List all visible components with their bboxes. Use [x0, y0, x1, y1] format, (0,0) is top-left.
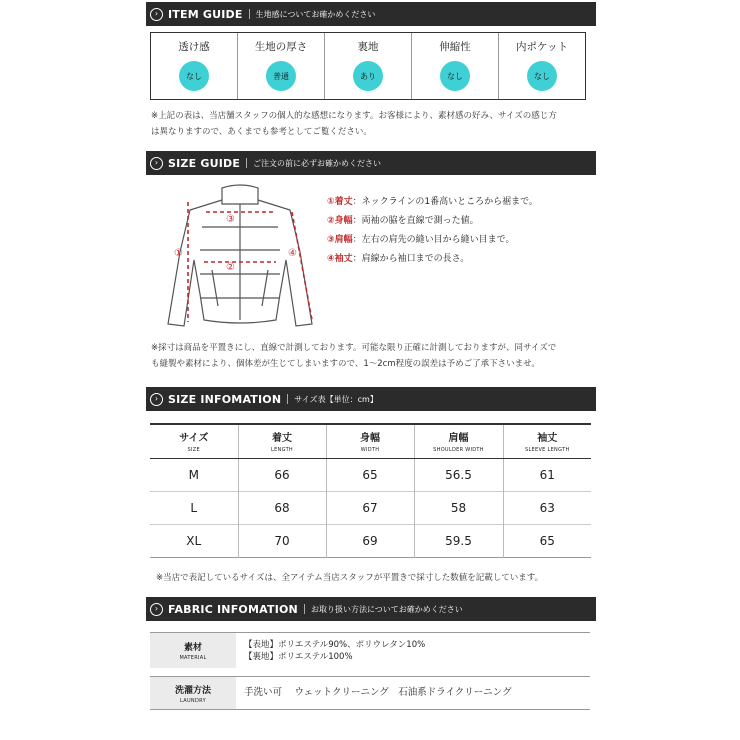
- size-info-header: [146, 387, 596, 411]
- size-legend: [327, 193, 538, 269]
- laundry-row: [150, 676, 590, 710]
- material-key: [150, 633, 236, 668]
- legend-text: ：肩線から袖口までの長さ。: [352, 254, 470, 264]
- table-cell: 61: [503, 458, 591, 491]
- guide-cell-inner-pocket: [499, 33, 585, 99]
- jacket-pocket: [212, 270, 218, 306]
- guide-cell-stretch: [412, 33, 499, 99]
- column-header: サイズ SIZE: [150, 424, 238, 458]
- material-row: [150, 632, 590, 668]
- table-cell: 66: [238, 458, 326, 491]
- column-header: 着丈 LENGTH: [238, 424, 326, 458]
- chevron-right-icon: ›: [150, 8, 163, 21]
- jacket-pocket: [262, 270, 268, 306]
- guide-label: 伸縮性: [439, 41, 471, 53]
- size-guide-header: [146, 151, 596, 175]
- chevron-right-icon: ›: [150, 603, 163, 616]
- laundry-key: [150, 677, 236, 709]
- guide-label: 裏地: [357, 41, 379, 53]
- section-subtitle: サイズ表【単位：cm】: [294, 394, 378, 404]
- legend-mark: ③肩幅: [327, 235, 353, 245]
- section-title: SIZE INFOMATION: [168, 392, 282, 406]
- section-title: ITEM GUIDE: [168, 7, 243, 21]
- table-cell: M: [150, 458, 238, 491]
- size-info-note: ※当店で表記しているサイズは、全アイテム当店スタッフが平置きで採寸した数値を記載しています。: [156, 573, 544, 583]
- legend-mark: ④袖丈: [327, 254, 353, 264]
- table-cell: L: [150, 491, 238, 524]
- table-cell: 63: [503, 491, 591, 524]
- note-line: ※採寸は商品を平置きにし、直線で計測しております。可能な限り正確に計測しておりますが、同サイズで: [151, 343, 557, 353]
- legend-text: ：両袖の脇を直線で測った値。: [352, 216, 479, 226]
- legend-row: [327, 212, 538, 231]
- guide-badge: 普通: [266, 61, 296, 91]
- section-subtitle: 生地感についてお確かめください: [255, 9, 376, 19]
- note-line: ※上記の表は、当店舗スタッフの個人的な感想になります。お客様により、素材感の好み、サイズの感じ方: [151, 111, 557, 121]
- section-title: SIZE GUIDE: [168, 156, 241, 170]
- jacket-collar: [222, 185, 258, 204]
- note-line: は異なりますので、あくまでも参考としてご覧ください。: [151, 127, 372, 137]
- table-header-row: [150, 424, 591, 458]
- table-cell: 68: [238, 491, 326, 524]
- column-header: 肩幅 SHOULDER WIDTH: [414, 424, 503, 458]
- guide-badge: あり: [353, 61, 383, 91]
- item-guide-header: [146, 2, 596, 26]
- column-header: 袖丈 SLEEVE LENGTH: [503, 424, 591, 458]
- size-table: [150, 423, 591, 558]
- legend-row: [327, 231, 538, 250]
- divider: [246, 158, 247, 168]
- column-header: 身幅 WIDTH: [326, 424, 414, 458]
- table-cell: 65: [326, 458, 414, 491]
- guide-label: 透け感: [178, 41, 210, 53]
- chevron-right-icon: ›: [150, 157, 163, 170]
- table-cell: 65: [503, 524, 591, 557]
- key-en: LAUNDRY: [180, 697, 206, 704]
- guide-cell-lining: [325, 33, 412, 99]
- table-cell: 67: [326, 491, 414, 524]
- table-cell: 59.5: [414, 524, 503, 557]
- size-guide-note: [151, 340, 556, 372]
- legend-text: ：ネックラインの1番高いところから裾まで。: [352, 197, 538, 207]
- guide-badge: なし: [179, 61, 209, 91]
- guide-badge: なし: [440, 61, 470, 91]
- legend-mark: ②身幅: [327, 216, 353, 226]
- guide-label: 生地の厚さ: [254, 41, 308, 53]
- table-row: [150, 491, 591, 524]
- table-cell: 69: [326, 524, 414, 557]
- table-cell: 58: [414, 491, 503, 524]
- table-row: [150, 458, 591, 491]
- guide-cell-transparency: [151, 33, 238, 99]
- laundry-text: 手洗い可 ウェットクリーニング 石油系ドライクリーニング: [244, 687, 512, 698]
- legend-row: [327, 250, 538, 269]
- material-line: 【表地】ポリエステル90%、ポリウレタン10%: [244, 639, 426, 650]
- material-value: [236, 633, 590, 668]
- diagram-label-3: ③: [226, 214, 235, 225]
- table-cell: XL: [150, 524, 238, 557]
- divider: [304, 604, 305, 614]
- diagram-label-1: ①: [174, 248, 183, 259]
- legend-mark: ①着丈: [327, 197, 353, 207]
- table-row: [150, 524, 591, 557]
- guide-badge: なし: [527, 61, 557, 91]
- section-subtitle: ご注文の前に必ずお確かめください: [253, 158, 382, 168]
- key-en: MATERIAL: [179, 655, 207, 661]
- fabric-info-header: [146, 597, 596, 621]
- divider: [249, 9, 250, 19]
- key-ja: 素材: [183, 643, 202, 653]
- divider: [287, 394, 288, 404]
- item-guide-grid: [150, 32, 586, 100]
- table-cell: 70: [238, 524, 326, 557]
- table-cell: 56.5: [414, 458, 503, 491]
- guide-cell-thickness: [238, 33, 325, 99]
- diagram-label-2: ②: [226, 262, 235, 273]
- guide-label: 内ポケット: [516, 41, 568, 53]
- chevron-right-icon: ›: [150, 393, 163, 406]
- diagram-label-4: ④: [288, 248, 297, 259]
- jacket-diagram: [160, 182, 330, 332]
- note-line: も縫製や素材により、個体差が生じてしまいますので、1〜2cm程度の誤差は予めご了承下さいませ。: [151, 359, 540, 369]
- laundry-value: [236, 677, 590, 709]
- section-subtitle: お取り扱い方法についてお確かめください: [310, 604, 463, 614]
- material-line: 【裏地】ポリエステル100%: [244, 651, 353, 662]
- legend-row: [327, 193, 538, 212]
- section-title: FABRIC INFOMATION: [168, 602, 298, 616]
- item-guide-note: [151, 108, 557, 140]
- key-ja: 洗濯方法: [174, 685, 211, 696]
- legend-text: ：左右の肩先の縫い目から縫い目まで。: [352, 235, 515, 245]
